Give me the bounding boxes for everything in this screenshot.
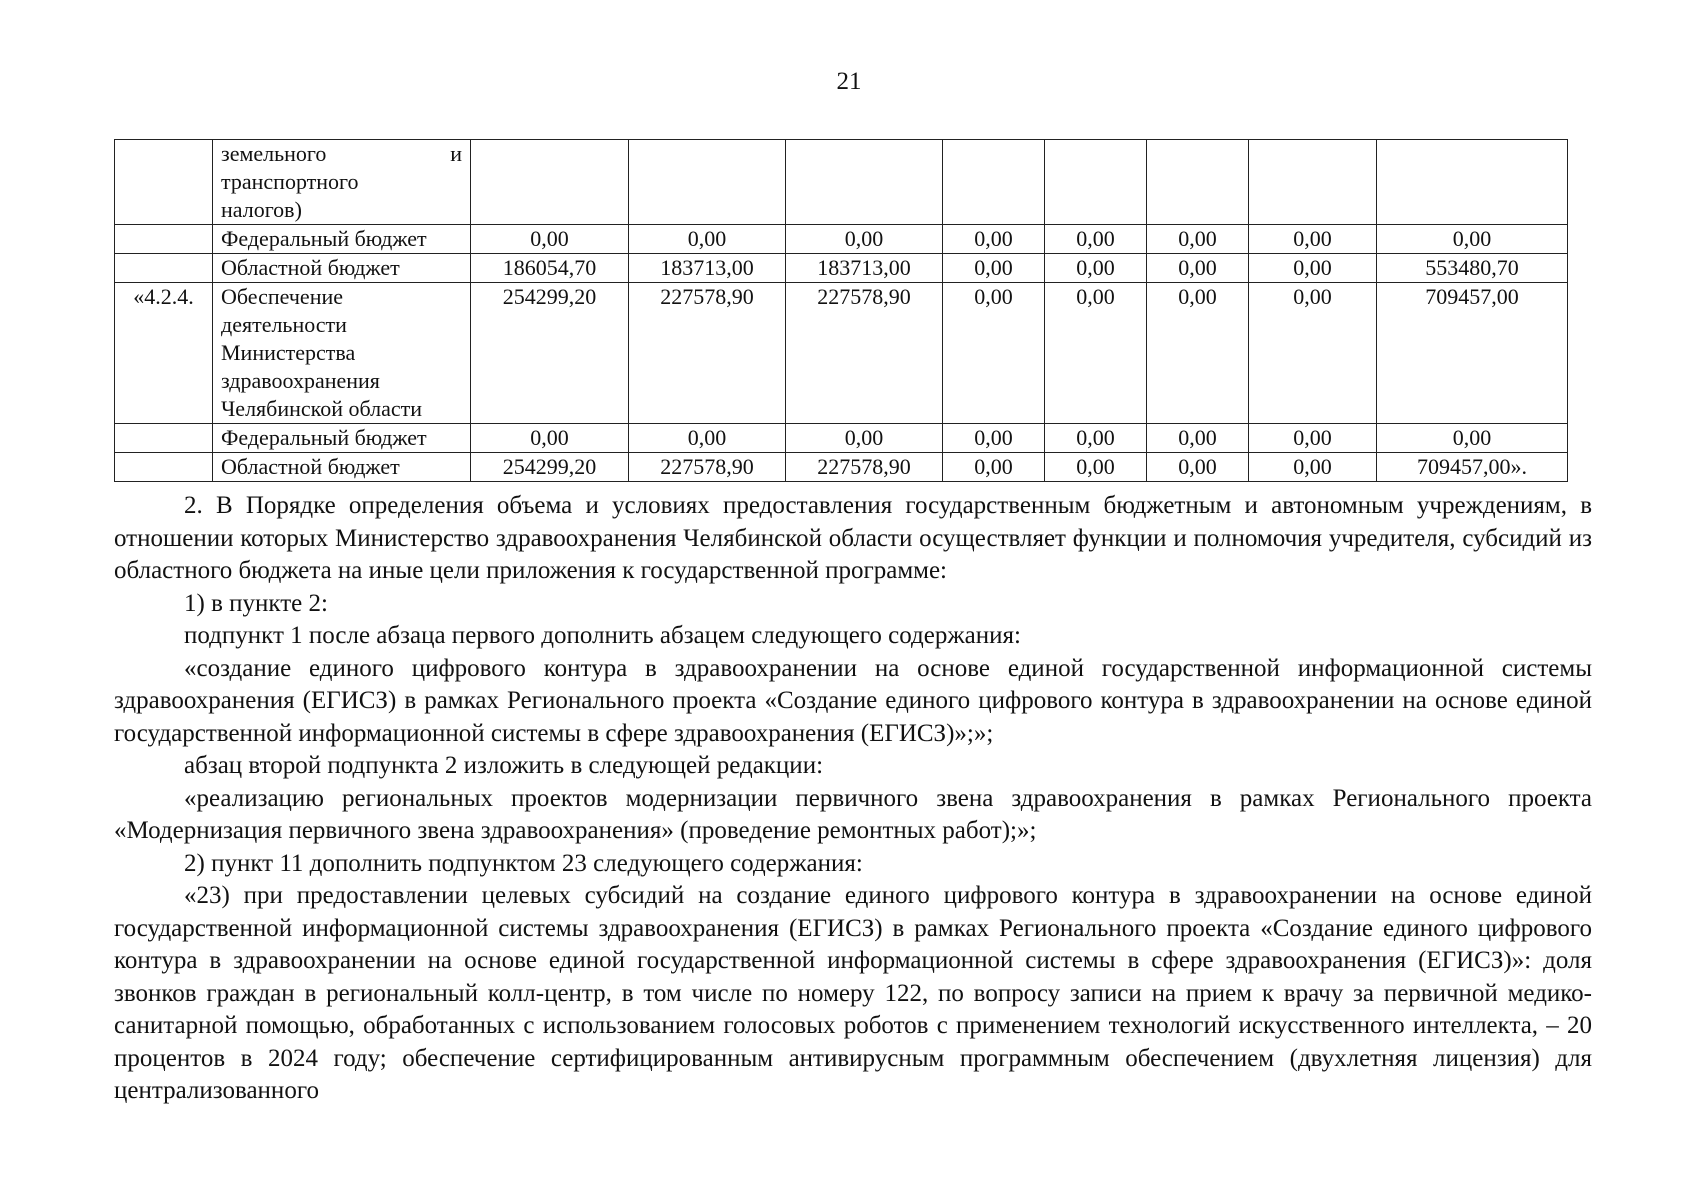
table-row: [115, 225, 1568, 254]
value-cell: 0,00: [1045, 283, 1147, 424]
value-cell: 0,00: [943, 453, 1045, 482]
row-code: [115, 424, 213, 453]
value-cell: [471, 140, 629, 225]
value-cell: 254299,20: [471, 453, 629, 482]
table-row: [115, 453, 1568, 482]
value-cell: 227578,90: [629, 453, 786, 482]
value-cell: 0,00: [629, 424, 786, 453]
row-code: «4.2.4.: [115, 283, 213, 424]
value-cell: 183713,00: [786, 254, 943, 283]
value-cell: 0,00: [1045, 254, 1147, 283]
value-cell: 0,00: [943, 424, 1045, 453]
row-name: [213, 283, 471, 424]
paragraph: 2) пункт 11 дополнить подпунктом 23 следующего содержания:: [184, 849, 863, 877]
value-cell: 0,00: [629, 225, 786, 254]
value-cell: 0,00: [1147, 424, 1249, 453]
value-cell: 0,00: [1147, 254, 1249, 283]
row-code: [115, 453, 213, 482]
value-cell: [1045, 140, 1147, 225]
value-cell: 709457,00: [1377, 283, 1568, 424]
paragraph: 2. В Порядке определения объема и условиях предоставления государственным бюджетным и автономным учреждениям, в отношении которых Министерство здравоохранения Челябинской области осуществляет функции и полномочия учредителя, субсидий из областного бюджета на иные цели приложения к государственной программе:: [114, 492, 1592, 584]
value-cell: 0,00: [1147, 225, 1249, 254]
value-cell: 0,00: [943, 283, 1045, 424]
value-cell: 0,00: [471, 225, 629, 254]
row-name: [213, 140, 471, 225]
paragraph: «23) при предоставлении целевых субсидий на создание единого цифрового контура в здравоохранении на основе единой государственной информационной системы здравоохранения (ЕГИСЗ) в рамках Регионального проекта «Создание единого цифрового контура в здравоохранении на основе единой государственной информационной системы в сфере здравоохранения (ЕГИСЗ)»: доля звонков граждан в региональный колл-центр, в том числе по номеру 122, по вопросу записи на прием к врачу за первичной медико-санитарной помощью, обработанных с использованием голосовых роботов с применением технологий искусственного интеллекта, – 20 процентов в 2024 году; обеспечение сертифицированным антивирусным программным обеспечением (двухлетняя лицензия) для централизованного: [114, 882, 1592, 1104]
value-cell: 227578,90: [629, 283, 786, 424]
value-cell: 0,00: [1377, 424, 1568, 453]
paragraph: подпункт 1 после абзаца первого дополнить абзацем следующего содержания:: [184, 622, 1021, 649]
row-name: Областной бюджет: [213, 254, 471, 283]
name-line: Обеспечение: [221, 284, 343, 309]
table-row: [115, 254, 1568, 283]
row-code: [115, 140, 213, 225]
value-cell: 0,00: [943, 254, 1045, 283]
value-cell: 0,00: [1249, 283, 1377, 424]
budget-table: [114, 139, 1568, 482]
table-row: [115, 283, 1568, 424]
value-cell: 0,00: [1249, 424, 1377, 453]
value-cell: 183713,00: [629, 254, 786, 283]
value-cell: 0,00: [1249, 225, 1377, 254]
paragraph: «создание единого цифрового контура в здравоохранении на основе единой государственной информационной системы здравоохранения (ЕГИСЗ) в рамках Регионального проекта «Создание единого цифрового контура в здравоохранении на основе единой государственной информационной системы в сфере здравоохранения (ЕГИСЗ)»;»;: [114, 654, 1592, 747]
value-cell: 0,00: [1147, 283, 1249, 424]
table-row: [115, 140, 1568, 225]
paragraph: «реализацию региональных проектов модернизации первичного звена здравоохранения в рамках Регионального проекта «Модернизация первичного звена здравоохранения» (проведение ремонтных работ);»;: [114, 784, 1592, 844]
value-cell: 0,00: [943, 225, 1045, 254]
name-line: Министерства: [221, 340, 356, 365]
name-line: налогов): [221, 197, 302, 222]
value-cell: 254299,20: [471, 283, 629, 424]
row-code: [115, 254, 213, 283]
value-cell: 0,00: [786, 424, 943, 453]
value-cell: 0,00: [1249, 254, 1377, 283]
value-cell: [629, 140, 786, 225]
value-cell: 186054,70: [471, 254, 629, 283]
row-name: Федеральный бюджет: [213, 225, 471, 254]
table-row: [115, 424, 1568, 453]
value-cell: 0,00: [1045, 225, 1147, 254]
paragraph: абзац второй подпункта 2 изложить в следующей редакции:: [184, 752, 824, 779]
body-text: [114, 490, 1592, 1108]
name-line: земельного: [221, 141, 327, 166]
value-cell: 227578,90: [786, 283, 943, 424]
paragraph: 1) в пункте 2:: [184, 589, 328, 617]
value-cell: 0,00: [1045, 424, 1147, 453]
value-cell: [786, 140, 943, 225]
value-cell: 0,00: [1249, 453, 1377, 482]
value-cell: 0,00: [1377, 225, 1568, 254]
value-cell: 227578,90: [786, 453, 943, 482]
name-line: деятельности: [221, 312, 347, 337]
name-line: транспортного: [221, 169, 359, 194]
value-cell: [1377, 140, 1568, 225]
value-cell: 0,00: [1045, 453, 1147, 482]
name-line: Челябинской области: [221, 396, 423, 421]
row-name: Федеральный бюджет: [213, 424, 471, 453]
name-line-conjunction: и: [450, 141, 462, 166]
row-code: [115, 225, 213, 254]
value-cell: [943, 140, 1045, 225]
value-cell: 0,00: [1147, 453, 1249, 482]
value-cell: [1147, 140, 1249, 225]
value-cell: 709457,00».: [1377, 453, 1568, 482]
value-cell: 0,00: [786, 225, 943, 254]
name-line: здравоохранения: [221, 368, 380, 393]
page-number: 21: [836, 68, 862, 95]
value-cell: 0,00: [471, 424, 629, 453]
value-cell: 553480,70: [1377, 254, 1568, 283]
row-name: Областной бюджет: [213, 453, 471, 482]
value-cell: [1249, 140, 1377, 225]
